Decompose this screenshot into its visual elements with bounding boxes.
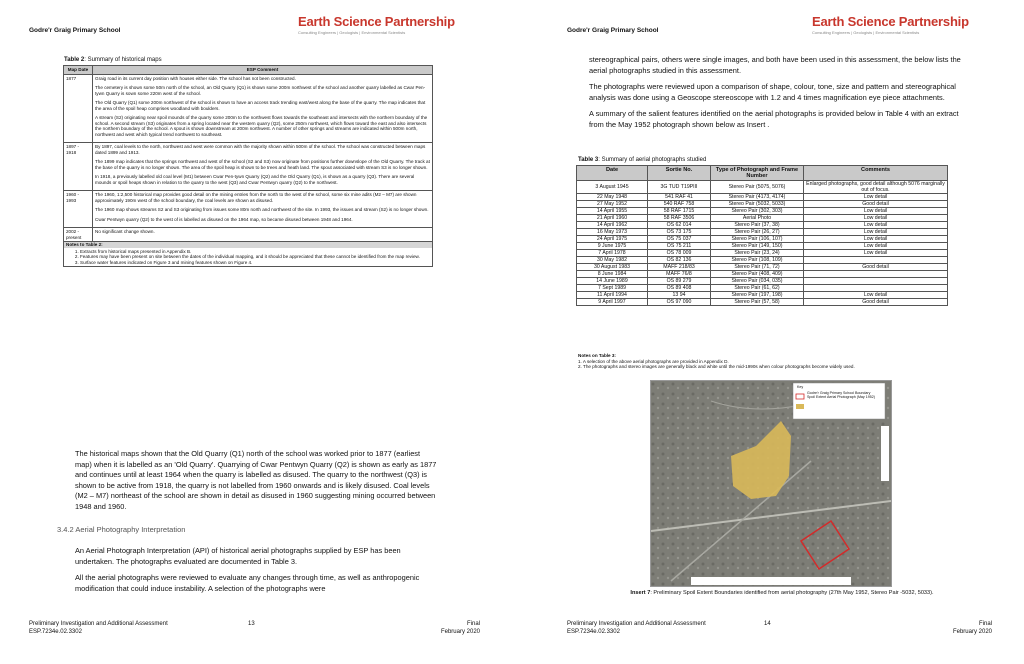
table-cell: 24 April 1975 [577,236,648,243]
table-row [577,181,948,194]
table-row: 1877 Graig road in its current day position with houses either side. The school has not been constructed. The cemetery is shown some 50m north of the school, an Old Quarry (Q1) is shown some 200m northwest of the school and another quarry labelled as Cwar Pen-tywn Quarry is sown some 220m west of the school. The Old Quarry (Q1) some 200m northwest of the school is shown to have an access track trending east/west along the base of the quarry. The map indicates that the area of the spoil heap comprises woodland with boulders. A stream (S2) originating near spoil mounds of the quarry some 200m to the northwest flows towards the southeast and intersects with the northern boundary of the school. A second stream (S3) originates from a spring located near the western quarry (Q2), some 250m northwest, which flows toward the east and also intersects the northern boundary of the school. A spout is shown downstream at 200m northwest. A number of other springs and streams are indicated within 500m north, northwest and west which typical trend northwest to southeast. [64,74,433,143]
table-cell: 30 May 1982 [577,257,648,264]
table-cell: 27 May 1952 [577,201,648,208]
table-cell: 9 June 1975 [577,243,648,250]
table-cell: Stereo Pair (149, 150) [711,243,804,250]
api-intro-text: An Aerial Photograph Interpretation (API) of historical aerial photographs supplied by ESP has been undertaken. The photographs evaluated are documented in Table 3. All the aerial photographs were reviewed to evaluate any changes through time, as well as anthropogenic modification that could induce instability. A selection of the photographs were [75,546,420,593]
table-cell: OS 82 136 [648,257,711,264]
aerial-photographs-table [576,165,948,306]
table-cell: 30 August 1983 [577,264,648,271]
table-row: 2002 - present No significant change shown. [64,228,433,242]
aerial-photo-map [651,381,891,586]
table-cell: 3G TUD T19PIII [648,181,711,194]
table-cell: 541 RAF 41 [648,194,711,201]
table-row [577,215,948,222]
school-name-header: Godre'r Graig Primary School [29,27,121,34]
table-cell: 540 RAF 758 [648,201,711,208]
table-row [577,257,948,264]
footer-right: Final February 2020 [952,621,992,635]
table-cell: Stereo Pair (5075, 5076) [711,181,804,194]
coordinate-strip-right [881,426,889,481]
table-3-notes: Notes on Table 3: 1. A selection of the above aerial photographs are provided in Appendix D. 2. The photographs and stereo images are generally black and white until the mid-1990s when colour photographs become widely used. [578,353,855,370]
table-row [577,201,948,208]
table-header-comments: Comments [804,166,948,181]
table-row: 1960 - 1993 The 1960, 1:2,500 historical map provides good detail on the mining entries from the north to the west of the school, some six mine adits (M2 – M7) are shown approximately 190m west of the school boundary, the coal levels are shown as disused. The 1960 map shows streams S2 and S3 originating from issues some 80m north and northwest of the site. In 1993, the issues and stream (S2) is no longer shown. Cwar Pentwyn quarry (Q2) to the west of is labelled as disused on the 1964 map, so became disused between 1948 and 1964. [64,191,433,228]
footer-right: Final February 2020 [440,621,480,635]
table-cell: 13 94 [648,292,711,299]
table-cell: OS 62 014 [648,222,711,229]
table-header-esp-comment: ESP Comment [93,66,433,75]
table-cell [804,257,948,264]
table-row [577,285,948,292]
logo-name: Earth Science Partnership [812,14,969,29]
table-cell: OS 97 090 [648,299,711,306]
table-cell: 9 April 1997 [577,299,648,306]
table-cell: MAFF 76/8 [648,271,711,278]
logo-tagline: Consulting Engineers | Geologists | Environmental Scientists [812,30,920,35]
logo-name: Earth Science Partnership [298,14,455,29]
company-logo [812,14,969,35]
table-cell: Low detail [804,222,948,229]
table-cell: Stereo Pair (57, 58) [711,299,804,306]
historical-maps-table [63,65,433,267]
table-cell [804,271,948,278]
table-cell: Low detail [804,236,948,243]
school-name-header: Godre'r Graig Primary School [567,27,659,34]
table-header-date: Date [577,166,648,181]
table-row [577,271,948,278]
insert-7-caption: Insert 7: Preliminary Spoil Extent Boundaries identified from aerial photography (27th May 1952, Stereo Pair -5032, 5033). [630,590,934,596]
table-cell: Stereo Pair (034, 035) [711,278,804,285]
table-cell: Low detail [804,292,948,299]
table-row [577,264,948,271]
table-cell: Low detail [804,243,948,250]
table-row [577,194,948,201]
table-cell: Low detail [804,208,948,215]
table-cell: Stereo Pair (302, 303) [711,208,804,215]
table-cell: 3 August 1945 [577,181,648,194]
table-row [577,222,948,229]
table-cell: Low detail [804,194,948,201]
table-row [577,250,948,257]
table-row [577,243,948,250]
table-row [577,229,948,236]
table-cell [804,278,948,285]
table-cell: Stereo Pair (197, 198) [711,292,804,299]
page-14 [512,0,1024,664]
table-row [577,236,948,243]
table-cell: Stereo Pair (71, 72) [711,264,804,271]
table-cell: Stereo Pair (108, 109) [711,257,804,264]
table-cell: Aerial Photo [711,215,804,222]
table-cell [804,285,948,292]
table-header-type: Type of Photograph and Frame Number [711,166,804,181]
table-2-notes: Notes to Table 2: 1. Extracts from historical maps presented in Appendix B. 2. Features may have been present on site between the dates of the individual mapping, and it should be appreciated that these cannot be identified from the map review. 3. Surface water features indicated on Figure 3 and mining features shown on Figure 4. [64,242,433,267]
table-row [577,292,948,299]
table-cell: Stereo Pair (408, 409) [711,271,804,278]
table-cell: Stereo Pair (37, 38) [711,222,804,229]
company-logo [298,14,455,35]
table-cell: OS 75 211 [648,243,711,250]
table-row [577,299,948,306]
coordinate-strip-bottom [691,577,851,585]
table-2-caption: Table 2: Summary of historical maps [64,57,162,63]
table-cell: MAFF 218/83 [648,264,711,271]
table-cell: 8 June 1984 [577,271,648,278]
logo-tagline: Consulting Engineers | Geologists | Environmental Scientists [298,30,406,35]
table-cell: Stereo Pair (61, 62) [711,285,804,292]
table-cell: 21 April 1960 [577,215,648,222]
map-legend: Key Godre'r Graig Primary School Boundary Spoil Extent Aerial Photograph (May 1952) [797,385,875,399]
table-cell: Stereo Pair (4173, 4174) [711,194,804,201]
table-cell: 16 May 1973 [577,229,648,236]
table-cell: Enlarged photographs, good detail although 5076 marginally out of focus. [804,181,948,194]
table-cell: Good detail [804,299,948,306]
table-cell: OS 89 408 [648,285,711,292]
section-heading-3-4-2: 3.4.2 Aerial Photography Interpretation [57,525,186,534]
table-row [577,208,948,215]
table-cell: OS 89 279 [648,278,711,285]
table-cell: 7 Sept 1989 [577,285,648,292]
table-cell: OS 75 037 [648,236,711,243]
footer-left: Preliminary Investigation and Additional Assessment ESP.7234e.02.3302 [567,621,706,635]
table-cell: OS 78 009 [648,250,711,257]
legend-spoil-swatch [796,404,804,409]
table-cell: Stereo Pair (5032, 5033) [711,201,804,208]
footer-left: Preliminary Investigation and Additional Assessment ESP.7234e.02.3302 [29,621,168,635]
table-cell: 22 May 1948 [577,194,648,201]
table-cell: 7 April 1978 [577,250,648,257]
page-number: 13 [248,621,255,627]
table-cell: Stereo Pair (23, 24) [711,250,804,257]
table-cell: 14 June 1989 [577,278,648,285]
table-cell: Low detail [804,229,948,236]
table-cell: Good detail [804,201,948,208]
table-cell: 14 April 1955 [577,208,648,215]
table-3-caption: Table 3: Summary of aerial photographs studied [578,157,707,163]
table-cell: Stereo Pair (26, 27) [711,229,804,236]
table-row [577,278,948,285]
table-row: 1897 - 1918 By 1897, coal levels to the north, northwest and west were common with the majority shown within 500m of the school. The school was constructed between maps dated 1899 and 1913. The 1899 map indicates that the springs northwest and west of the school (S2 and S3) now originate from positions further downslope of the Old Quarry. The track at the base of the quarry is no longer shown. The area of the spoil heap is shown to be trees and heath land. The spout associated with stream S3 is no longer shown. In 1918, a previously labelled old coal level (M1) between Cwar Pen-tywn Quarry (Q2) and the Old Quarry (Q1), is shown as a quarry (Q3). There are several mounds or spoil heaps shown in relation to the quarry to the west (Q3) and Cwar Pentwyn quarry (Q2) to the northwest. [64,143,433,191]
table-cell: Low detail [804,250,948,257]
table-cell: 58 RAF 3506 [648,215,711,222]
api-body-text: stereographical pairs, others were single images, and both have been used in this assessment, the below lists the aerial photographs studied in this assessment. The photographs were reviewed upon a comparison of shape, colour, tone, size and pattern and stereographical analysis was done using a Geoscope stereoscope with 1.2 and 4 times magnification eye piece attachments. A summary of the salient features identified on the aerial photographs is provided below in Table 4 with an extract from the May 1952 photograph shown below as Insert . [589,55,961,129]
table-cell: 11 April 1994 [577,292,648,299]
page-number: 14 [764,621,771,627]
table-cell: OS 73 175 [648,229,711,236]
table-cell: 14 April 1962 [577,222,648,229]
table-cell: Good detail [804,264,948,271]
table-cell: Low detail [804,215,948,222]
aerial-photo-insert [650,380,892,587]
table-header-map-date: Map Date [64,66,93,75]
historical-summary-text: The historical maps shown that the Old Quarry (Q1) north of the school was worked prior to 1877 (earliest map) when it is labelled as an 'Old Quarry'. Quarrying of Cwar Pentwyn Quarry (Q2) is shown as early as 1877 and continues until at least 1964 when the quarry is labelled as disused. The quarry to the northwest (Q3) is shown to be active from 1918, the quarry is not labelled from 1960 onwards and is likely disused. Coal levels (M2 – M7) northeast of the school are shown in detail as disused in 1960 suggesting mining occurred between 1948 and 1960. [75,449,437,511]
table-header-sortie: Sortie No. [648,166,711,181]
table-cell: 58 RAF 1715 [648,208,711,215]
table-cell: Stereo Pair (106, 107) [711,236,804,243]
